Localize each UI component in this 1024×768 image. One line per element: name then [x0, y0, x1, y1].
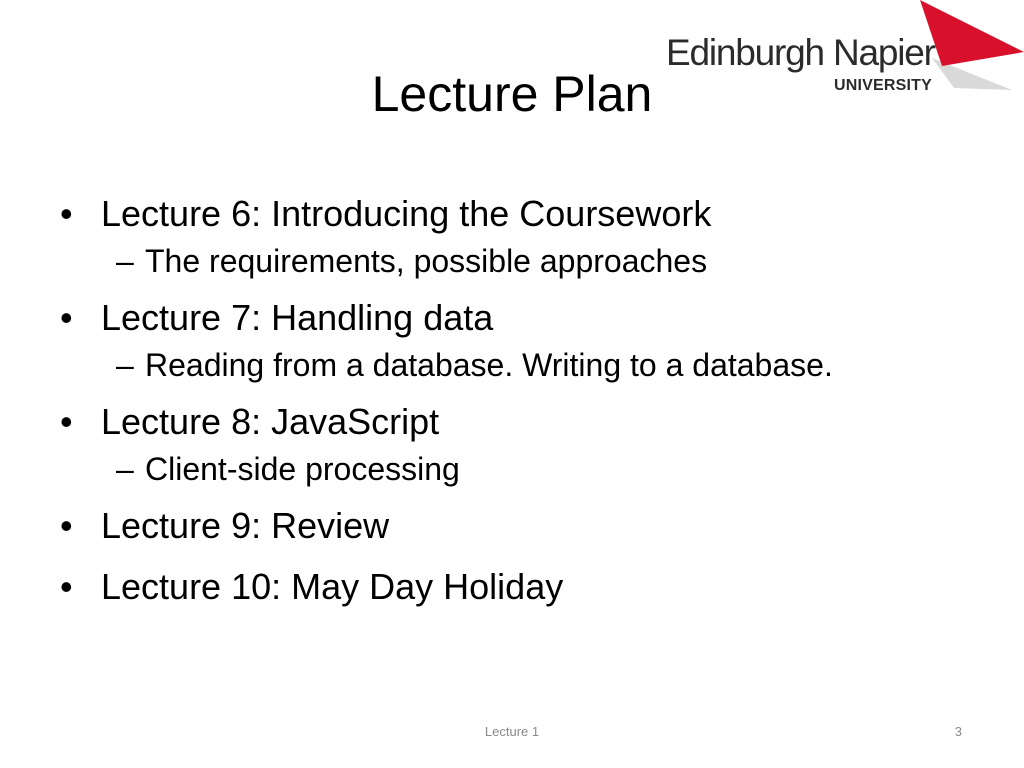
logo-name: Edinburgh Napier	[666, 32, 935, 73]
sub-bullet-text: The requirements, possible approaches	[145, 243, 708, 279]
bullet-item	[60, 502, 990, 550]
bullet-text: Lecture 6: Introducing the Coursework	[101, 193, 712, 234]
bullet-item	[60, 563, 990, 611]
slide-title: Lecture Plan	[371, 66, 653, 122]
sub-bullet-item	[60, 241, 990, 281]
bullet-text: Lecture 7: Handling data	[101, 297, 494, 338]
dash-marker: –	[116, 451, 134, 487]
sub-bullet-item	[60, 449, 990, 489]
logo-subtitle: UNIVERSITY	[834, 77, 933, 94]
bullet-text: Lecture 10: May Day Holiday	[101, 566, 564, 607]
bullet-list	[60, 190, 990, 611]
bullet-item	[60, 190, 990, 238]
bullet-text: Lecture 9: Review	[101, 505, 390, 546]
sub-bullet-text: Reading from a database. Writing to a database.	[145, 347, 833, 383]
footer-label: Lecture 1	[484, 724, 540, 739]
bullet-item	[60, 294, 990, 342]
bullet-marker: •	[60, 505, 73, 546]
dash-marker: –	[116, 347, 134, 383]
bullet-marker: •	[60, 193, 73, 234]
bullet-marker: •	[60, 297, 73, 338]
dash-marker: –	[116, 243, 134, 279]
sub-bullet-text: Client-side processing	[145, 451, 460, 487]
page-number: 3	[954, 724, 962, 739]
bullet-marker: •	[60, 566, 73, 607]
bullet-item	[60, 398, 990, 446]
bullet-text: Lecture 8: JavaScript	[101, 401, 440, 442]
bullet-marker: •	[60, 401, 73, 442]
sub-bullet-item	[60, 345, 990, 385]
